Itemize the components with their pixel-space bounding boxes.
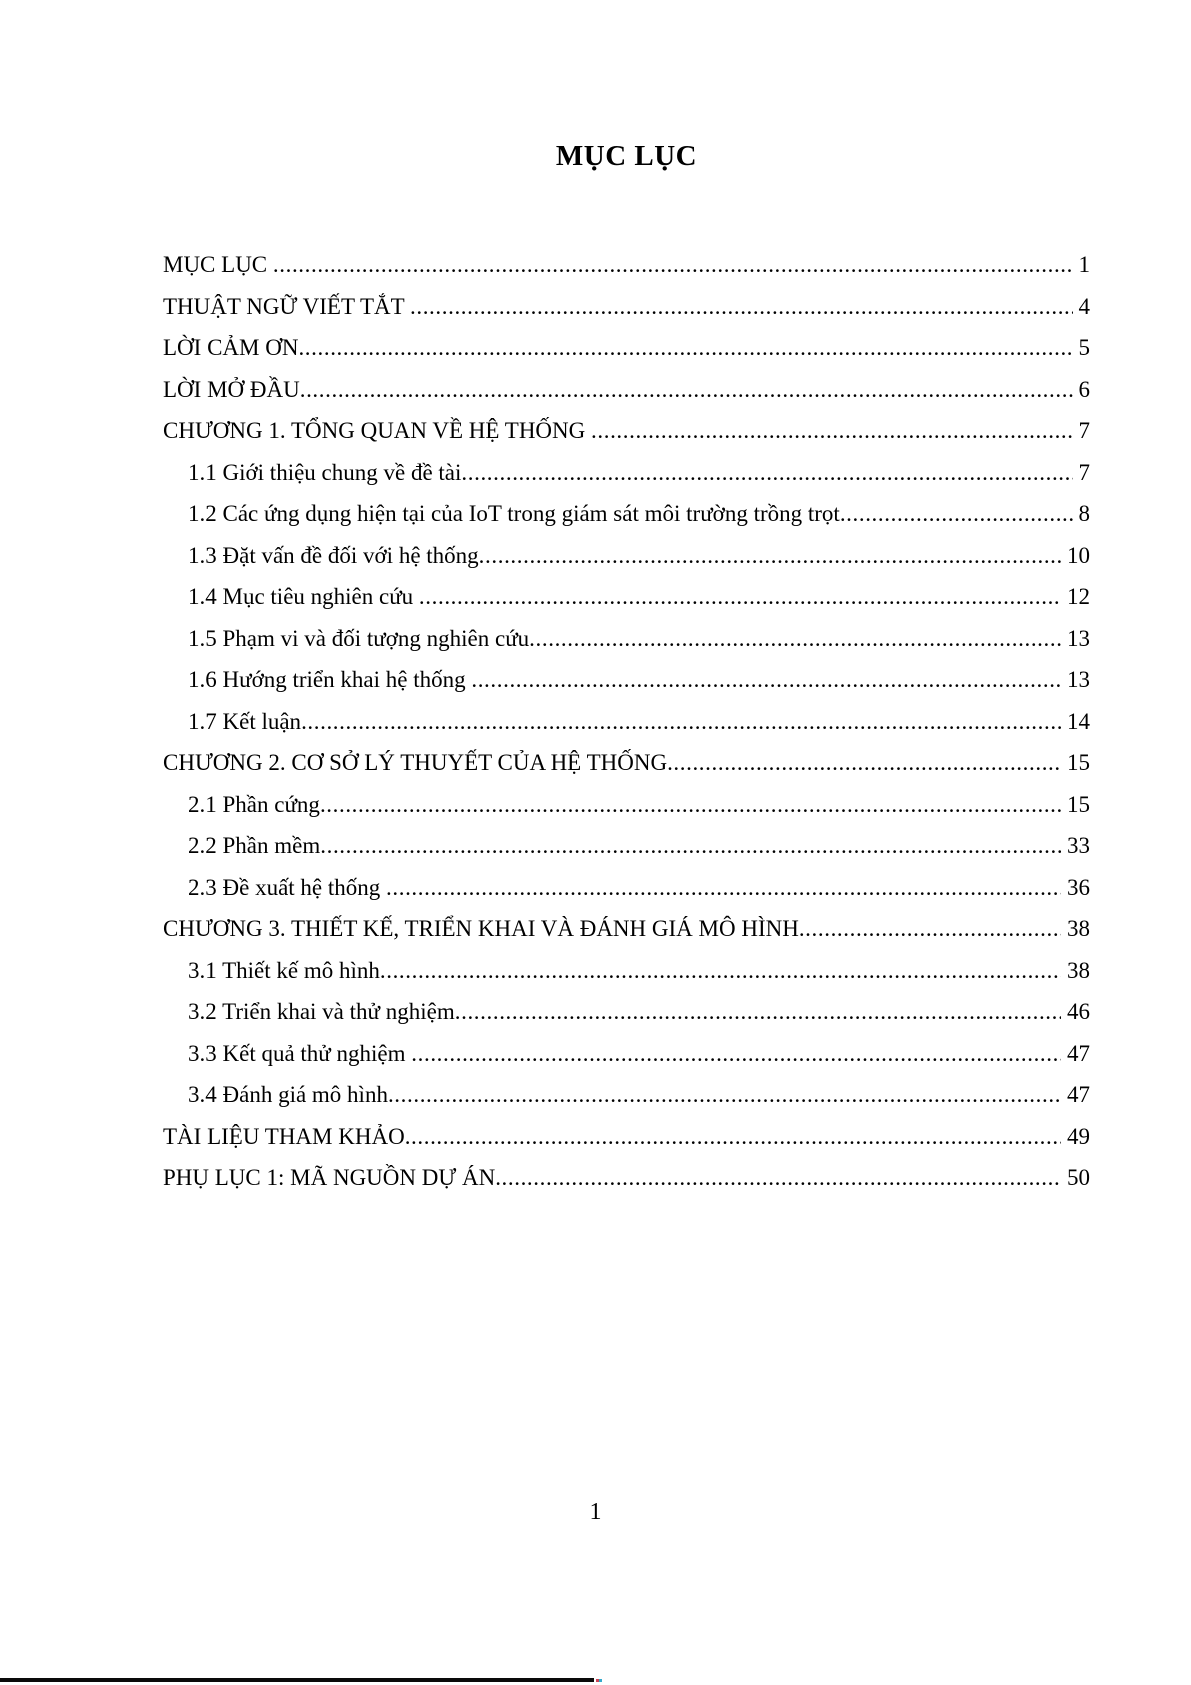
toc-entry-page: 14	[1067, 708, 1090, 734]
toc-leader-dots	[405, 1116, 1061, 1158]
toc-entry-label: THUẬT NGỮ VIẾT TẮT	[163, 293, 410, 319]
toc-leader-dots	[529, 618, 1061, 660]
toc-entry-page: 15	[1067, 791, 1090, 817]
scan-artifact-dot	[596, 1679, 602, 1682]
footer-page-number: 1	[589, 1499, 602, 1525]
toc-leader-dots	[380, 950, 1061, 992]
toc-leader-dots	[320, 825, 1061, 867]
toc-entry	[163, 1074, 1090, 1116]
toc-entry-label: 3.1 Thiết kế mô hình	[188, 957, 380, 983]
toc-entry	[163, 1116, 1090, 1158]
toc-entry-label: LỜI MỞ ĐẦU	[163, 376, 300, 402]
toc-entry-page: 4	[1078, 293, 1090, 319]
toc-entry	[163, 991, 1090, 1033]
toc-entry	[163, 618, 1090, 660]
toc-entry	[163, 493, 1090, 535]
toc-leader-dots	[461, 452, 1072, 494]
toc-entry	[163, 701, 1090, 743]
toc-entry	[163, 244, 1090, 286]
bottom-scan-line	[0, 1678, 594, 1682]
toc-entry-label: CHƯƠNG 1. TỔNG QUAN VỀ HỆ THỐNG	[163, 418, 592, 443]
toc-entry-label: 1.6 Hướng triển khai hệ thống	[188, 667, 472, 692]
toc-entry-page: 47	[1067, 1040, 1090, 1066]
toc-entry	[163, 908, 1090, 950]
toc-entry	[163, 286, 1090, 328]
toc-entry	[163, 867, 1090, 909]
toc-entry-label: PHỤ LỤC 1: MÃ NGUỒN DỰ ÁN	[163, 1165, 496, 1190]
toc-leader-dots	[388, 1074, 1061, 1116]
toc-entry-label: TÀI LIỆU THAM KHẢO	[163, 1123, 405, 1149]
toc-entry-label: 2.2 Phần mềm	[188, 833, 321, 858]
toc-entry-label: 3.2 Triển khai và thử nghiệm	[188, 999, 455, 1024]
toc-entry-page: 36	[1067, 874, 1090, 900]
toc-entry	[163, 369, 1090, 411]
toc-leader-dots	[495, 1157, 1061, 1199]
toc-entry-page: 49	[1067, 1123, 1090, 1149]
scan-artifact-cyan-speck	[599, 1679, 602, 1682]
toc-entry-page: 1	[1078, 252, 1090, 277]
toc-entry	[163, 742, 1090, 784]
toc-leader-dots	[667, 742, 1061, 784]
toc-entry-label: 2.1 Phần cứng	[188, 791, 320, 817]
toc-leader-dots	[273, 244, 1073, 286]
toc-entry	[163, 410, 1090, 452]
toc-entry-page: 38	[1067, 957, 1090, 983]
toc-entry	[163, 1033, 1090, 1075]
toc-entry-page: 5	[1078, 335, 1090, 360]
toc-entry	[163, 535, 1090, 577]
toc-leader-dots	[386, 867, 1061, 909]
toc-leader-dots	[320, 784, 1061, 826]
toc-entry	[163, 825, 1090, 867]
toc-entry-page: 13	[1067, 667, 1090, 692]
toc-entry-label: 1.1 Giới thiệu chung về đề tài	[188, 459, 462, 485]
toc-entry-page: 10	[1067, 542, 1090, 568]
toc-entry-page: 47	[1067, 1082, 1090, 1107]
toc-entry-label: 3.4 Đánh giá mô hình	[188, 1082, 388, 1107]
toc-entry-page: 7	[1078, 459, 1090, 485]
toc-entry-label: MỤC LỤC	[163, 252, 273, 277]
table-of-contents	[163, 244, 1090, 1199]
toc-entry-page: 15	[1067, 750, 1090, 775]
toc-entry-page: 7	[1078, 418, 1090, 443]
toc-entry-label: 1.3 Đặt vấn đề đối với hệ thống	[188, 542, 479, 568]
toc-leader-dots	[840, 493, 1073, 535]
toc-entry-label: CHƯƠNG 3. THIẾT KẾ, TRIỂN KHAI VÀ ĐÁNH GIÁ MÔ HÌNH	[163, 916, 799, 941]
toc-leader-dots	[455, 991, 1061, 1033]
toc-entry-label: 2.3 Đề xuất hệ thống	[188, 874, 387, 900]
toc-entry-page: 6	[1078, 376, 1090, 402]
toc-entry-page: 13	[1067, 625, 1090, 651]
toc-leader-dots	[300, 369, 1073, 411]
toc-entry-label: 1.4 Mục tiêu nghiên cứu	[188, 584, 419, 609]
toc-entry-page: 50	[1067, 1165, 1090, 1190]
toc-leader-dots	[471, 659, 1061, 701]
toc-entry	[163, 784, 1090, 826]
toc-entry-page: 46	[1067, 999, 1090, 1024]
toc-entry	[163, 950, 1090, 992]
toc-leader-dots	[419, 576, 1061, 618]
page-title: MỤC LỤC	[555, 140, 698, 172]
toc-leader-dots	[301, 701, 1061, 743]
toc-leader-dots	[799, 908, 1061, 950]
toc-entry-page: 33	[1067, 833, 1090, 858]
toc-leader-dots	[479, 535, 1061, 577]
toc-leader-dots	[411, 1033, 1061, 1075]
toc-leader-dots	[410, 286, 1073, 328]
toc-entry	[163, 452, 1090, 494]
toc-entry-label: LỜI CẢM ƠN	[163, 335, 299, 360]
toc-leader-dots	[591, 410, 1072, 452]
toc-entry-label: 1.5 Phạm vi và đối tượng nghiên cứu	[188, 625, 530, 651]
toc-leader-dots	[298, 327, 1072, 369]
toc-entry-label: 1.7 Kết luận	[188, 708, 302, 734]
toc-entry-label: 3.3 Kết quả thử nghiệm	[188, 1040, 412, 1066]
toc-entry	[163, 659, 1090, 701]
toc-entry-label: 1.2 Các ứng dụng hiện tại của IoT trong giám sát môi trường trồng trọt	[188, 501, 840, 526]
toc-entry-page: 38	[1067, 916, 1090, 941]
toc-entry-page: 12	[1067, 584, 1090, 609]
toc-entry	[163, 1157, 1090, 1199]
toc-entry	[163, 576, 1090, 618]
toc-entry-page: 8	[1078, 501, 1090, 526]
toc-entry	[163, 327, 1090, 369]
toc-entry-label: CHƯƠNG 2. CƠ SỞ LÝ THUYẾT CỦA HỆ THỐNG	[163, 750, 668, 775]
